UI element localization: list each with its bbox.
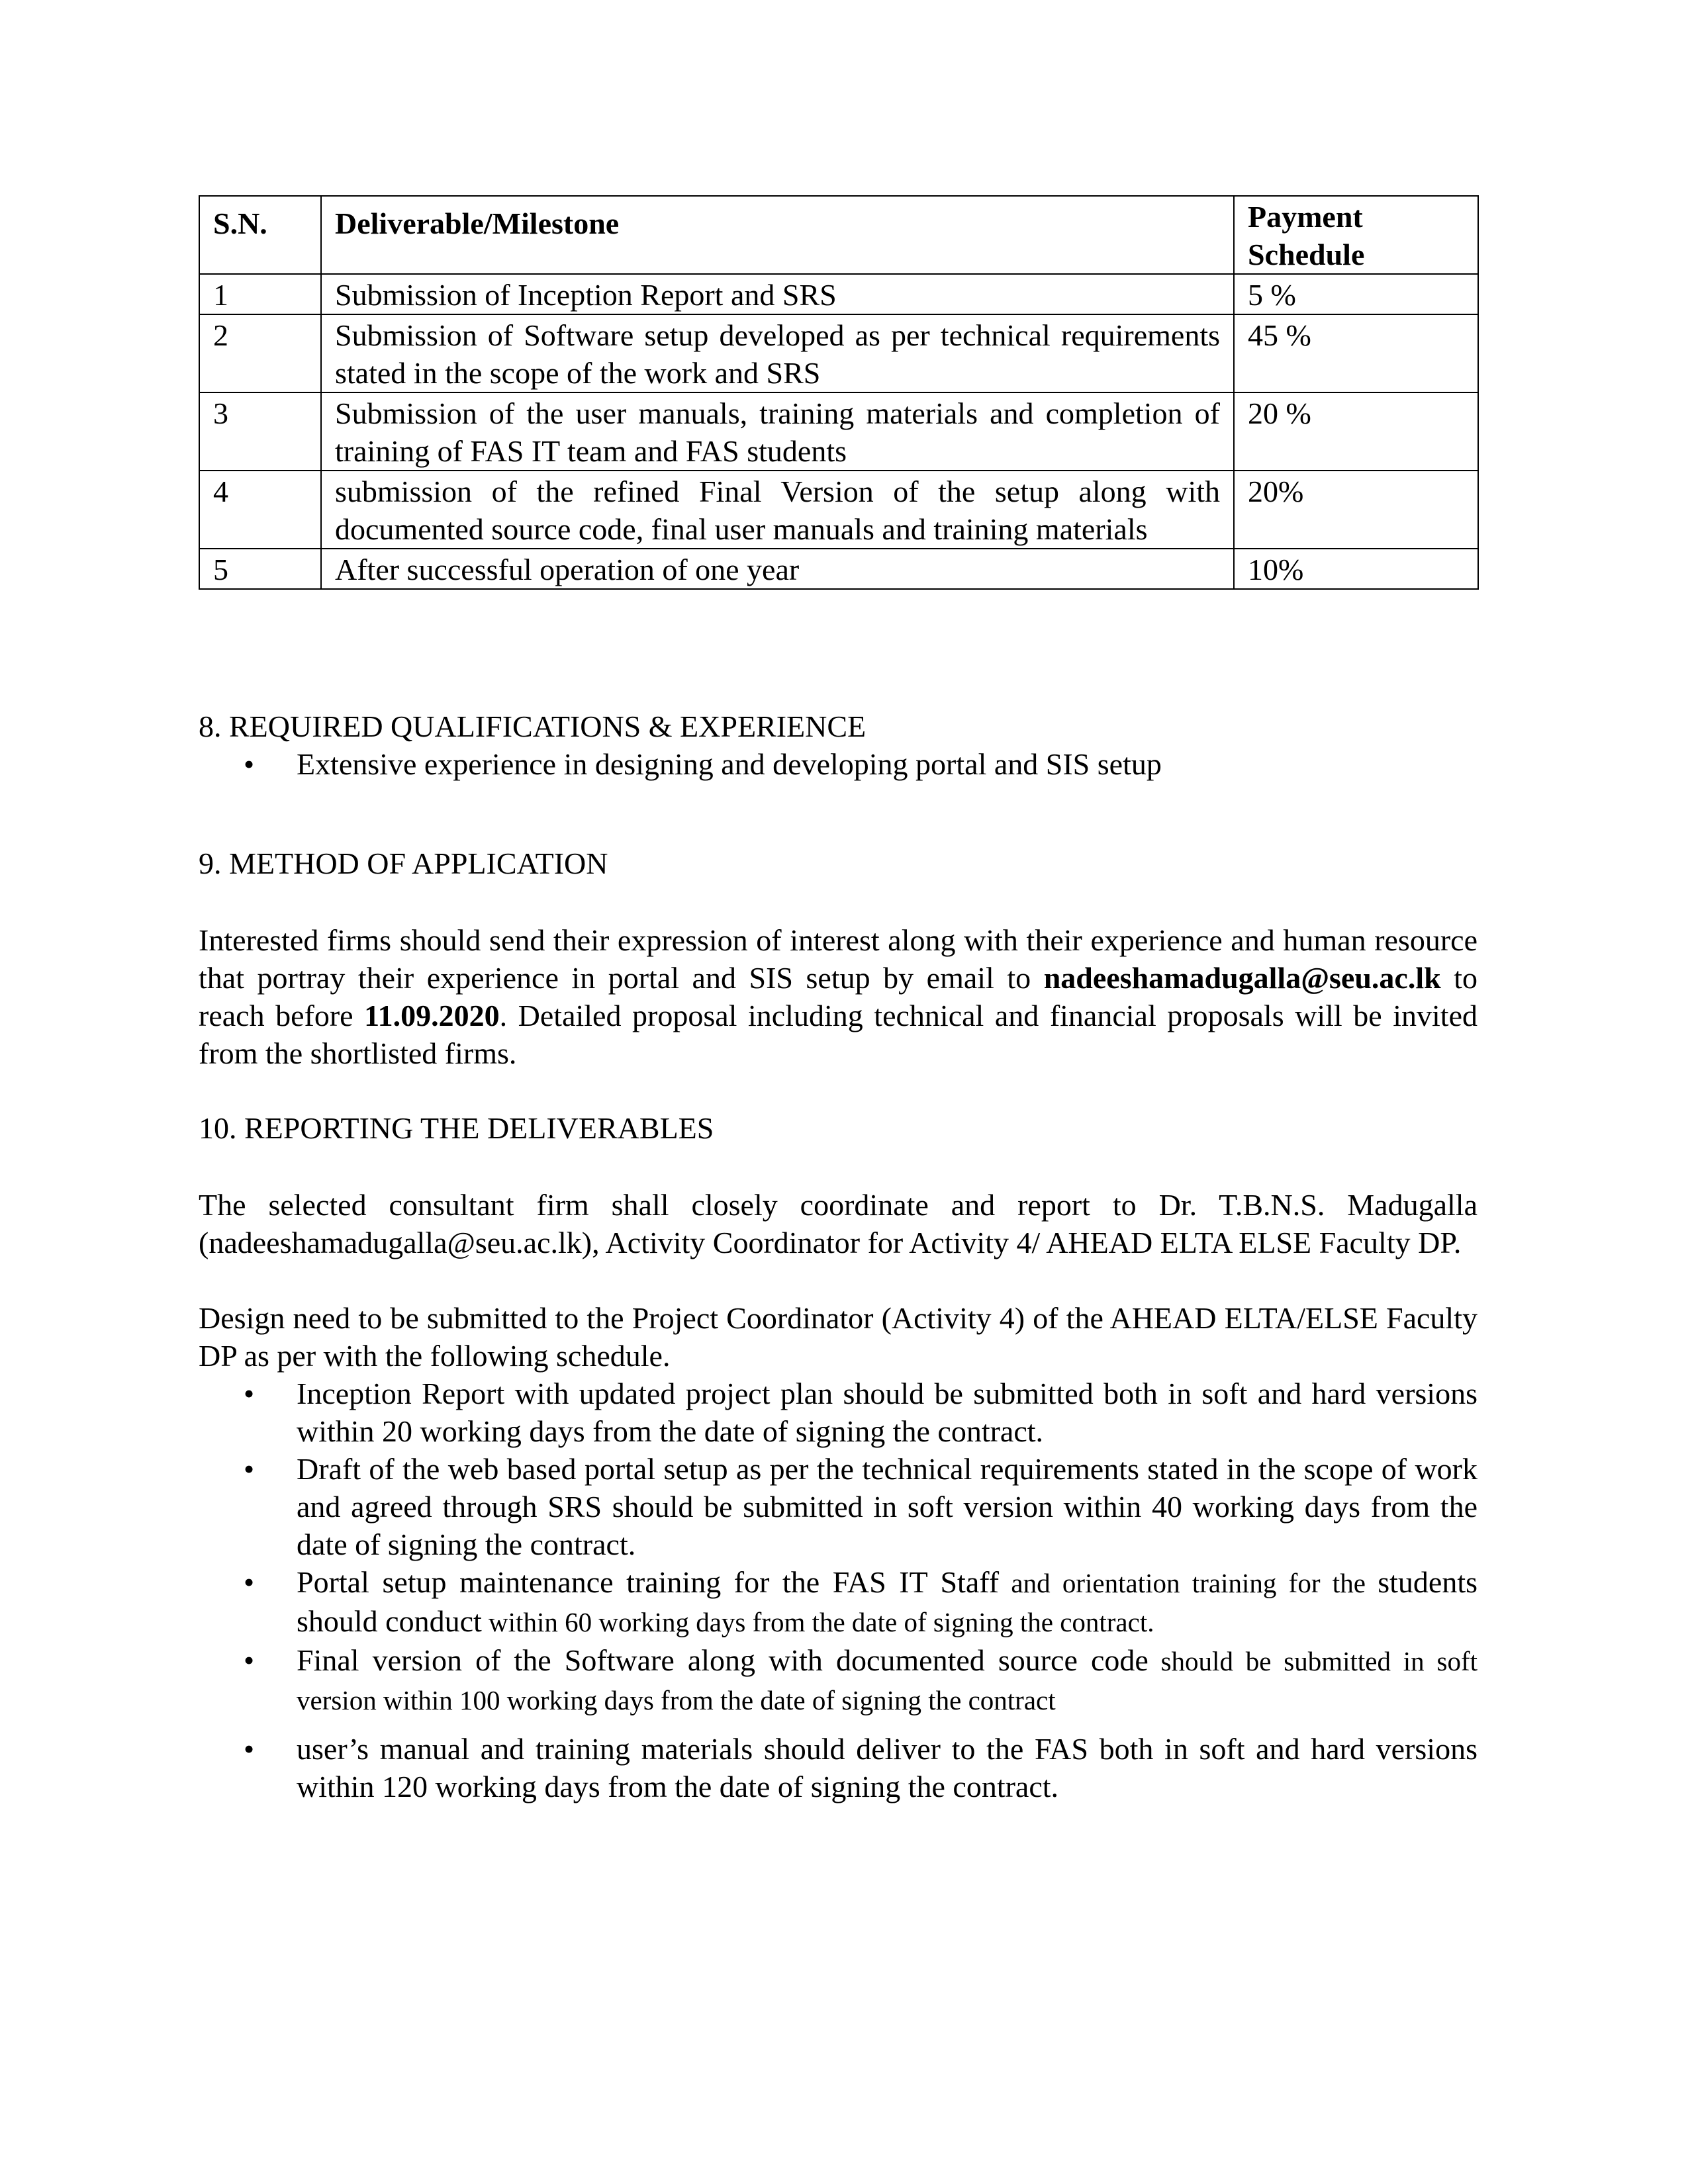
section-10-paragraph-1: The selected consultant firm shall closely coordinate and report to Dr. T.B.N.S. Madugalla (nadeeshamadugalla@seu.ac.lk), Activity Coordinator for Activity 4/ AHEAD ELTA ELSE Faculty DP. [199,1188,1477,1259]
cell-sn: 2 [199,314,321,392]
list-item [199,1563,1477,1641]
bullet-icon: • [244,1732,255,1766]
header-payment: Payment Schedule [1234,196,1478,274]
cell-sn: 1 [199,274,321,314]
section-9-paragraph [199,921,1477,1072]
bullet-text: Extensive experience in designing and developing portal and SIS setup [297,747,1162,781]
cell-payment: 10% [1234,549,1478,589]
table-row [199,549,1478,589]
deliverables-table [199,195,1479,590]
section-9-text-before: Interested firms should send their expression of interest along with their experience and human resource that portray their experience in portal and SIS setup by email to [199,923,1477,995]
cell-deliverable: After successful operation of one year [321,549,1234,589]
bullet-text-part-1: Final version of the Software along with documented source code [297,1643,1149,1677]
bullet-text: Draft of the web based portal setup as per the technical requirements stated in the scope of work and agreed through SRS should be submitted in soft version within 40 working days from the date of signing the contract. [297,1452,1477,1561]
bullet-text-part-3: students should conduct [297,1565,1477,1638]
section-10-bullet-list [199,1375,1477,1805]
application-email: nadeeshamadugalla@seu.ac.lk [1043,961,1441,995]
section-9-text-after: . Detailed proposal including technical and financial proposals will be invited from the shortlisted firms. [199,999,1477,1070]
bullet-icon: • [244,1452,255,1486]
cell-deliverable: Submission of Inception Report and SRS [321,274,1234,314]
bullet-text: user’s manual and training materials should deliver to the FAS both in soft and hard versions within 120 working days from the date of signing the contract. [297,1732,1477,1803]
bullet-icon: • [244,1565,255,1599]
cell-sn: 3 [199,392,321,471]
section-10-paragraph-2: Design need to be submitted to the Project Coordinator (Activity 4) of the AHEAD ELTA/ELSE Faculty DP as per with the following schedule. [199,1301,1477,1373]
cell-deliverable: submission of the refined Final Version of the setup along with documented source code, final user manuals and training materials [321,471,1234,549]
bullet-icon: • [244,1377,255,1410]
bullet-text-part-2: should be submitted in soft version within 100 working days from the date of signing the contract [297,1646,1477,1715]
cell-payment: 45 % [1234,314,1478,392]
cell-sn: 5 [199,549,321,589]
section-9-text-mid: to reach before [199,961,1477,1032]
bullet-text-part-1: Portal setup maintenance training for the FAS IT Staff [297,1565,1000,1599]
cell-sn: 4 [199,471,321,549]
cell-payment: 5 % [1234,274,1478,314]
bullet-icon: • [244,747,255,781]
list-item [199,1450,1477,1563]
list-item [199,1730,1477,1805]
header-sn: S.N. [199,196,321,274]
cell-payment: 20 % [1234,392,1478,471]
table-row [199,392,1478,471]
section-8-heading: 8. REQUIRED QUALIFICATIONS & EXPERIENCE [199,709,867,743]
section-8-bullet-list [199,745,1477,783]
bullet-text: Inception Report with updated project plan should be submitted both in soft and hard versions within 20 working days from the date of signing the contract. [297,1377,1477,1448]
table-header-row [199,196,1478,274]
section-10-heading: 10. REPORTING THE DELIVERABLES [199,1111,714,1145]
table-row [199,274,1478,314]
bullet-text-part-4: within 60 working days from the date of signing the contract. [481,1607,1154,1637]
bullet-text-part-2: and orientation training for the [999,1568,1378,1598]
list-item [199,1375,1477,1450]
header-deliverable: Deliverable/Milestone [321,196,1234,274]
list-item [199,745,1477,783]
list-item [199,1641,1477,1719]
cell-deliverable: Submission of the user manuals, training materials and completion of training of FAS IT team and FAS students [321,392,1234,471]
table-row [199,471,1478,549]
bullet-icon: • [244,1643,255,1677]
document-page [199,195,1477,1805]
table-row [199,314,1478,392]
cell-payment: 20% [1234,471,1478,549]
deadline-date: 11.09.2020 [364,999,500,1032]
section-9-heading: 9. METHOD OF APPLICATION [199,846,608,880]
cell-deliverable: Submission of Software setup developed as per technical requirements stated in the scope of the work and SRS [321,314,1234,392]
